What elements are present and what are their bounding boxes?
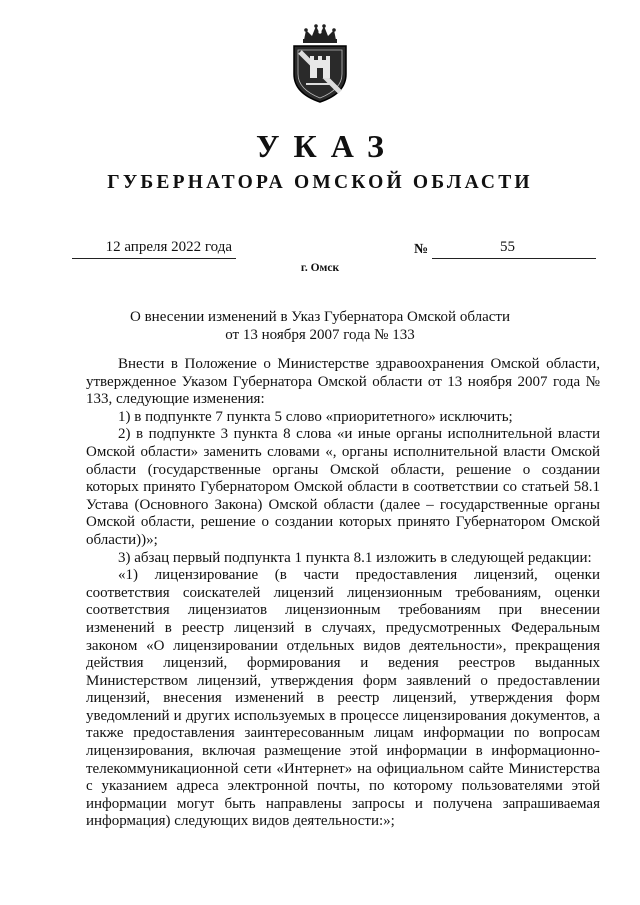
document-subtitle: ГУБЕРНАТОРА ОМСКОЙ ОБЛАСТИ xyxy=(107,172,533,193)
document-title: УКАЗ xyxy=(256,128,398,164)
number-field xyxy=(432,236,596,259)
body-paragraph: 1) в подпункте 7 пункта 5 слово «приоритетного» исключить; xyxy=(118,408,513,425)
document-number: 55 xyxy=(500,239,515,255)
heading-line-1: О внесении изменений в Указ Губернатора Омской области xyxy=(130,309,510,325)
body-paragraph: Внести в Положение о Министерстве здравоохранения Омской области, утвержденное Указом Губернатора Омской области от 13 ноября 2007 года № 133, следующие изменения: xyxy=(86,356,600,408)
number-label: № xyxy=(414,242,429,257)
city-label: г. Омск xyxy=(300,262,340,274)
document-body xyxy=(86,356,600,831)
document-heading xyxy=(0,308,640,344)
coat-of-arms-icon xyxy=(288,22,352,104)
heading-line-2: от 13 ноября 2007 года № 133 xyxy=(225,327,415,343)
body-paragraph: 2) в подпункте 3 пункта 8 слова «и иные органы исполнительной власти Омской области» заменить словами «, органы исполнительной власти Омской области (государственные органы Омской области, решение о создании которых принято Губернатором Омской области в соответствии со статьей 58.1 Устава (Основного Закона) Омской области (далее – государственные органы Омской области, решение о создании которых принято Губернатором Омской области))»; xyxy=(86,426,600,548)
body-paragraph: «1) лицензирование (в части предоставления лицензий, оценки соответствия соискателей лицензий лицензионным требованиям, оценки соответствия лицензиатов лицензионным требованиям при внесении изменений в реестр лицензий в случаях, предусмотренных Федеральным законом «О лицензировании отдельных видов деятельности», прекращения действия лицензий, формирования и ведения реестров выданных Министерством лицензий, утверждения форм заявлений о предоставлении лицензий, внесения изменений в реестр лицензий, утверждения форм уведомлений и других используемых в процессе лицензирования документов, а также предоставления заинтересованным лицам информации по вопросам лицензирования, включая размещение этой информации в информационно-телекоммуникационной сети «Интернет» на официальном сайте Министерства с указанием адреса электронной почты, по которому пользователями этой информации могут быть направлены запросы и получена запрашиваемая информация) следующих видов деятельности:»; xyxy=(86,567,600,830)
document-date: 12 апреля 2022 года xyxy=(105,239,232,255)
date-field xyxy=(72,236,236,259)
body-paragraph: 3) абзац первый подпункта 1 пункта 8.1 изложить в следующей редакции: xyxy=(118,549,592,566)
